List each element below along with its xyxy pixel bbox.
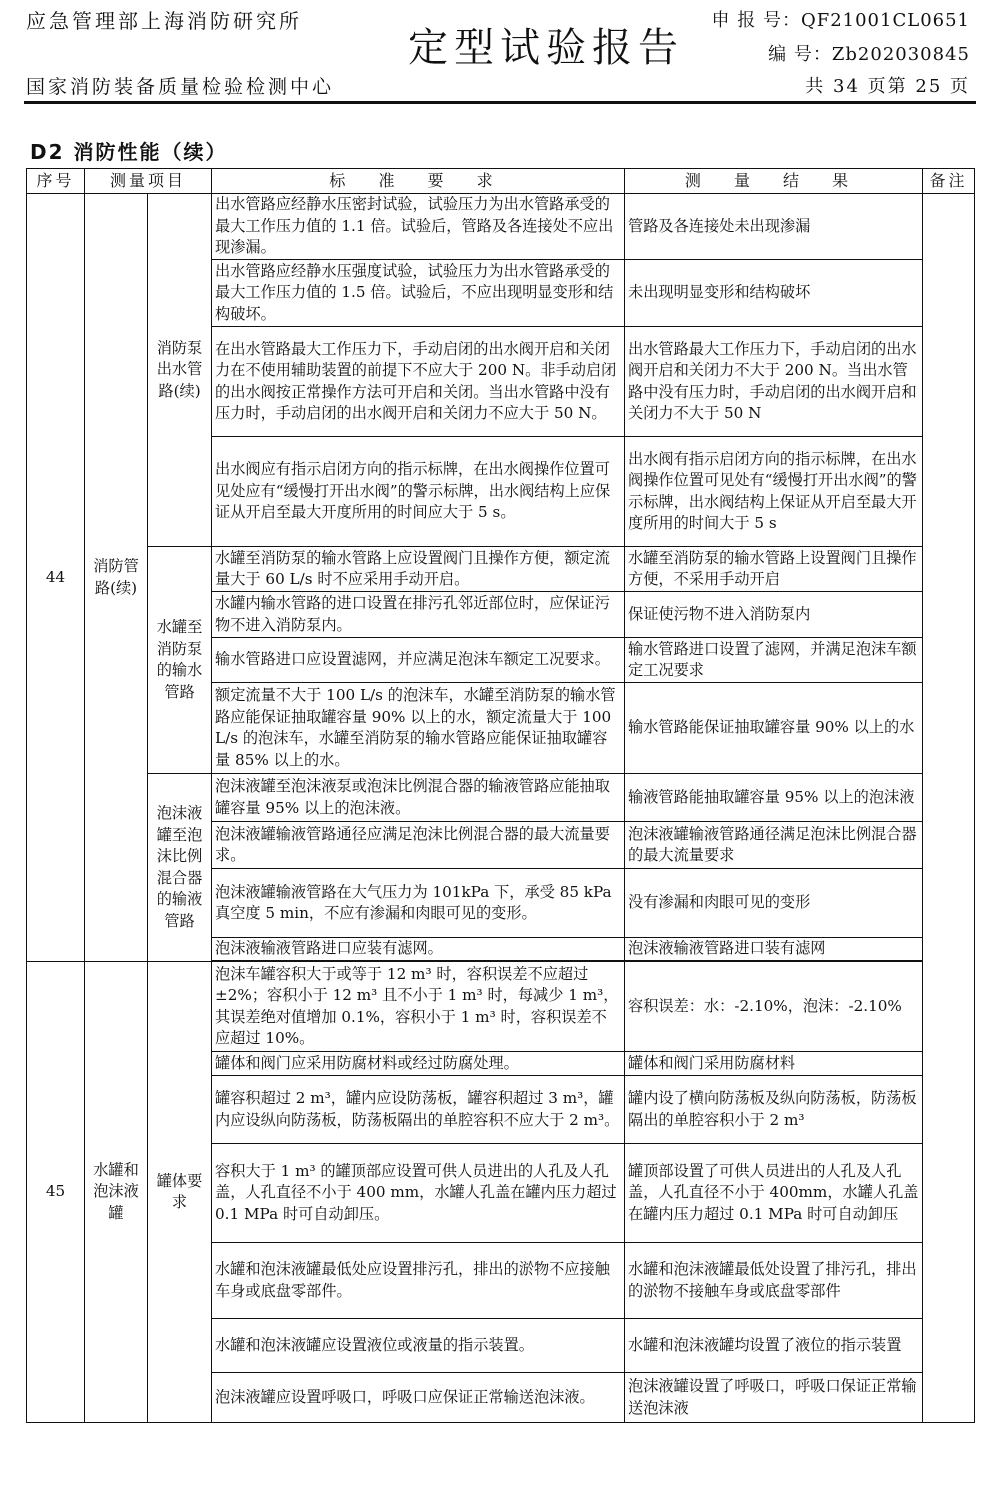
remark-cell xyxy=(923,194,975,1423)
header-remark: 备注 xyxy=(923,169,975,194)
page-info: 共 34 页第 25 页 xyxy=(805,76,970,97)
requirement-cell: 在出水管路最大工作压力下，手动启闭的出水阀开启和关闭力在不使用辅助装置的前提下不应大于 200 N。非手动启闭的出水阀按正常操作方法可开启和关闭。当出水管路中没有压力时，手动启闭的出水阀开启和关闭力不应大于 50 N。 xyxy=(212,327,625,437)
table-row xyxy=(27,962,975,1052)
measure-item: 水罐和泡沫液罐 xyxy=(85,962,148,1423)
test-results-table xyxy=(26,168,975,1423)
table-header-row xyxy=(27,169,975,194)
requirement-cell: 罐体和阀门应采用防腐材料或经过防腐处理。 xyxy=(212,1052,625,1076)
measure-item: 消防管路(续) xyxy=(85,194,148,962)
requirement-cell: 出水管路应经静水压强度试验，试验压力为出水管路承受的最大工作压力值的 1.5 倍。试验后，不应出现明显变形和结构破坏。 xyxy=(212,260,625,327)
result-cell: 泡沫液罐输液管路通径满足泡沫比例混合器的最大流量要求 xyxy=(625,822,923,869)
result-cell: 水罐和泡沫液罐均设置了液位的指示装置 xyxy=(625,1319,923,1373)
table-row xyxy=(27,547,975,592)
serial-number: 编 号：Zb202030845 xyxy=(768,44,970,65)
sub-item: 泡沫液罐至泡沫比例混合器的输液管路 xyxy=(148,774,212,962)
report-title: 定型试验报告 xyxy=(408,25,684,71)
result-cell: 管路及各连接处未出现渗漏 xyxy=(625,194,923,260)
result-cell: 罐内设了横向防荡板及纵向防荡板，防荡板隔出的单腔容积小于 2 m³ xyxy=(625,1076,923,1144)
sub-item: 罐体要求 xyxy=(148,962,212,1423)
result-cell: 输水管路进口设置了滤网，并满足泡沫车额定工况要求 xyxy=(625,638,923,683)
requirement-cell: 输水管路进口应设置滤网，并应满足泡沫车额定工况要求。 xyxy=(212,638,625,683)
requirement-cell: 水罐和泡沫液罐应设置液位或液量的指示装置。 xyxy=(212,1319,625,1373)
sub-item: 消防泵出水管路(续) xyxy=(148,194,212,547)
result-cell: 水罐和泡沫液罐最低处设置了排污孔，排出的淤物不接触车身或底盘零部件 xyxy=(625,1243,923,1319)
requirement-cell: 水罐至消防泵的输水管路上应设置阀门且操作方便，额定流量大于 60 L/s 时不应采用手动开启。 xyxy=(212,547,625,592)
result-cell: 出水管路最大工作压力下，手动启闭的出水阀开启和关闭力不大于 200 N。当出水管路中没有压力时，手动启闭的出水阀开启和关闭力不大于 50 N xyxy=(625,327,923,437)
requirement-cell: 泡沫液罐至泡沫液泵或泡沫比例混合器的输液管路应能抽取罐容量 95% 以上的泡沫液。 xyxy=(212,774,625,822)
header-seq: 序号 xyxy=(27,169,85,194)
result-cell: 泡沫液输液管路进口装有滤网 xyxy=(625,938,923,961)
result-cell: 泡沫液罐设置了呼吸口，呼吸口保证正常输送泡沫液 xyxy=(625,1373,923,1423)
result-cell: 水罐至消防泵的输水管路上设置阀门且操作方便，不采用手动开启 xyxy=(625,547,923,592)
result-cell: 未出现明显变形和结构破坏 xyxy=(625,260,923,327)
requirement-cell: 水罐和泡沫液罐最低处应设置排污孔，排出的淤物不应接触车身或底盘零部件。 xyxy=(212,1243,625,1319)
requirement-cell: 泡沫液输液管路进口应装有滤网。 xyxy=(212,938,625,961)
requirement-cell: 泡沫液罐输液管路在大气压力为 101kPa 下，承受 85 kPa 真空度 5 min，不应有渗漏和肉眼可见的变形。 xyxy=(212,869,625,938)
requirement-cell: 泡沫液罐输液管路通径应满足泡沫比例混合器的最大流量要求。 xyxy=(212,822,625,869)
result-cell: 罐顶部设置了可供人员进出的人孔及人孔盖，人孔直径不小于 400mm，水罐人孔盖在罐内压力超过 0.1 MPa 时可自动卸压 xyxy=(625,1144,923,1243)
requirement-cell: 出水管路应经静水压密封试验，试验压力为出水管路承受的最大工作压力值的 1.1 倍。试验后，管路及各连接处不应出现渗漏。 xyxy=(212,194,625,260)
testing-center-name: 国家消防装备质量检验检测中心 xyxy=(26,76,335,98)
report-number: 申 报 号：QF21001CL0651 xyxy=(711,10,970,31)
result-cell: 出水阀有指示启闭方向的指示标牌，在出水阀操作位置可见处有“缓慢打开出水阀”的警示标牌，出水阀结构上保证从开启至最大开度所用的时间大于 5 s xyxy=(625,437,923,547)
result-cell: 输液管路能抽取罐容量 95% 以上的泡沫液 xyxy=(625,774,923,822)
result-cell: 没有渗漏和肉眼可见的变形 xyxy=(625,869,923,938)
requirement-cell: 罐容积超过 2 m³，罐内应设防荡板，罐容积超过 3 m³，罐内应设纵向防荡板，防荡板隔出的单腔容积不应大于 2 m³。 xyxy=(212,1076,625,1144)
section-title: D2 消防性能（续） xyxy=(30,140,228,164)
requirement-cell: 出水阀应有指示启闭方向的指示标牌，在出水阀操作位置可见处应有“缓慢打开出水阀”的警示标牌，出水阀结构上应保证从开启至最大开度所用的时间应大于 5 s。 xyxy=(212,437,625,547)
header-requirement: 标 准 要 求 xyxy=(212,169,625,194)
result-cell: 输水管路能保证抽取罐容量 90% 以上的水 xyxy=(625,683,923,774)
requirement-cell: 水罐内输水管路的进口设置在排污孔邻近部位时，应保证污物不进入消防泵内。 xyxy=(212,592,625,638)
result-cell: 保证使污物不进入消防泵内 xyxy=(625,592,923,638)
header-rule xyxy=(24,101,976,104)
requirement-cell: 泡沫液罐应设置呼吸口，呼吸口应保证正常输送泡沫液。 xyxy=(212,1373,625,1423)
org-name: 应急管理部上海消防研究所 xyxy=(26,9,302,33)
result-cell: 罐体和阀门采用防腐材料 xyxy=(625,1052,923,1076)
row-number: 45 xyxy=(27,962,85,1423)
requirement-cell: 泡沫车罐容积大于或等于 12 m³ 时，容积误差不应超过 ±2%；容积小于 12 m³ 且不小于 1 m³ 时，每减少 1 m³，其误差绝对值增加 0.1%，容积小于 1 m³ 时，容积误差不应超过 10%。 xyxy=(212,962,625,1052)
requirement-cell: 额定流量不大于 100 L/s 的泡沫车，水罐至消防泵的输水管路应能保证抽取罐容量 90% 以上的水，额定流量大于 100 L/s 的泡沫车，水罐至消防泵的输水管路应能保证抽取罐容量 85% 以上的水。 xyxy=(212,683,625,774)
requirement-cell: 容积大于 1 m³ 的罐顶部应设置可供人员进出的人孔及人孔盖，人孔直径不小于 400 mm，水罐人孔盖在罐内压力超过 0.1 MPa 时可自动卸压。 xyxy=(212,1144,625,1243)
sub-item: 水罐至消防泵的输水管路 xyxy=(148,547,212,774)
result-cell: 容积误差：水：-2.10%，泡沫：-2.10% xyxy=(625,962,923,1052)
row-number: 44 xyxy=(27,194,85,962)
table-row xyxy=(27,774,975,822)
header-result: 测 量 结 果 xyxy=(625,169,923,194)
table-row xyxy=(27,194,975,260)
header-item: 测量项目 xyxy=(85,169,212,194)
